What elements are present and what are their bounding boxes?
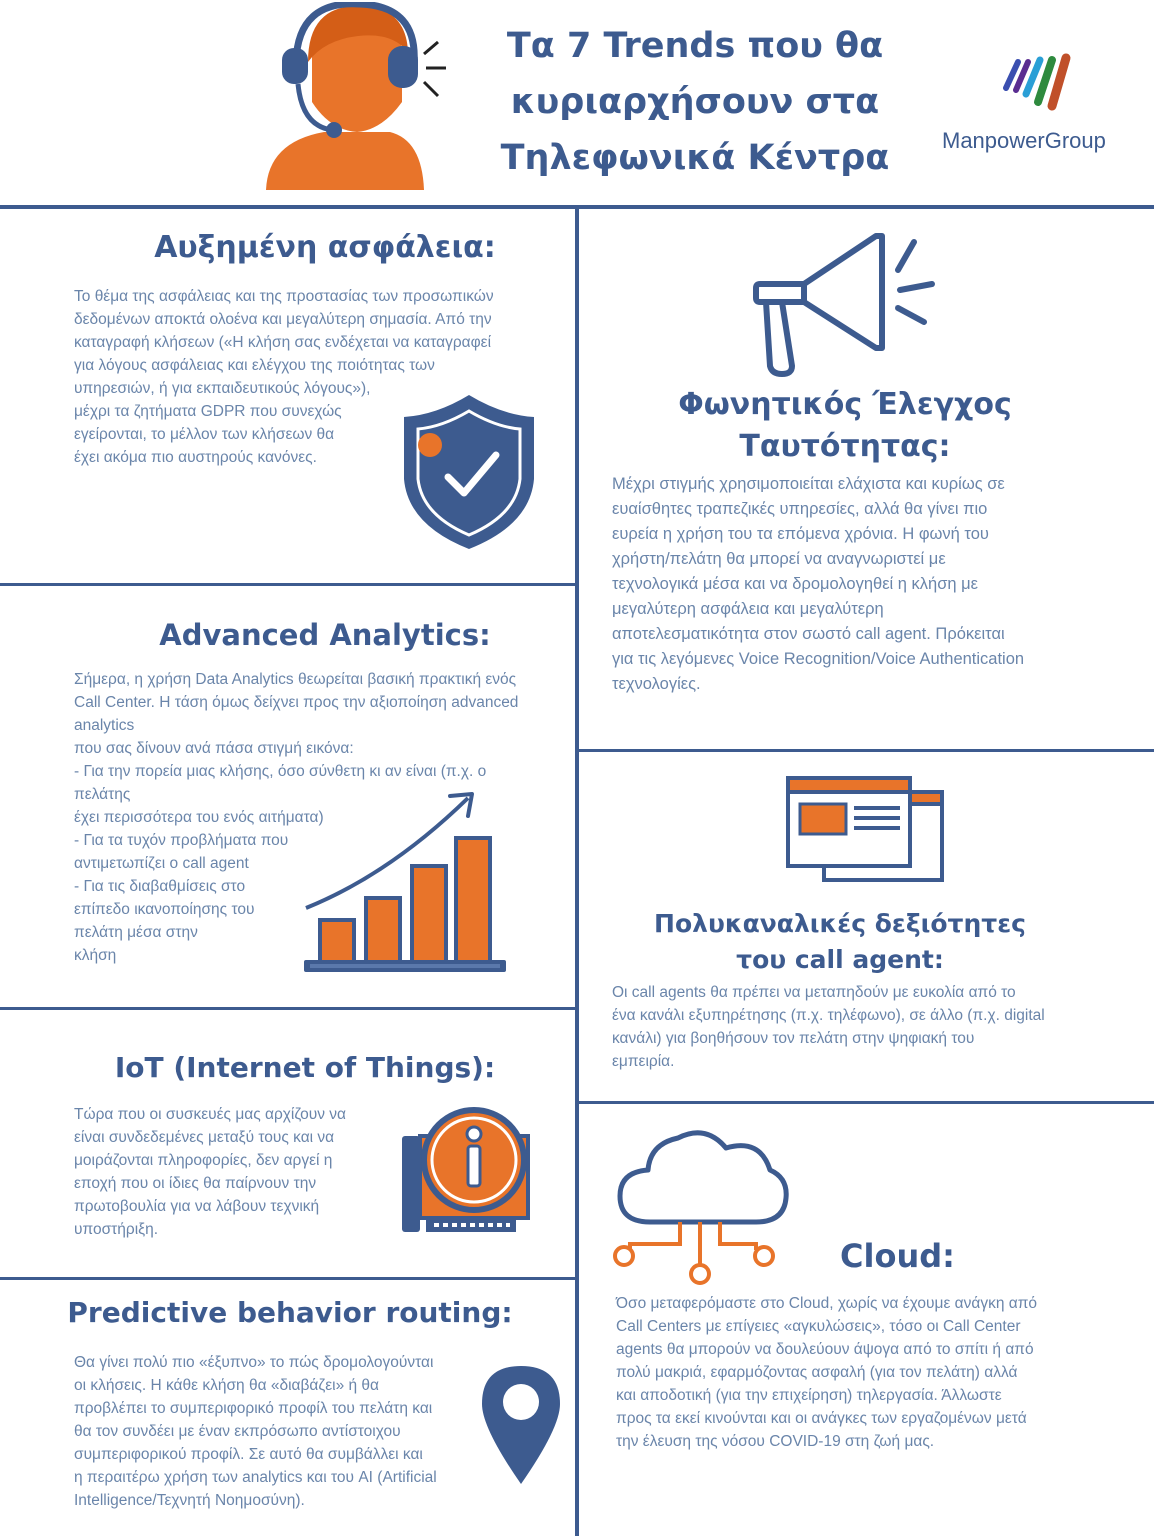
manpowergroup-logo-icon — [998, 50, 1074, 112]
body-line: για λόγους ασφάλειας και ελέγχου της ποιότητας των — [74, 357, 435, 374]
title-line: κυριαρχήσουν στα — [510, 82, 880, 122]
body-line: υπηρεσιών, ή για εκπαιδευτικούς λόγους»), — [74, 380, 371, 397]
body-line: ευαίσθητες τραπεζικές υπηρεσίες, αλλά θα γίνει πιο — [612, 500, 988, 518]
section-heading: Αυξημένη ασφάλεια: — [154, 230, 496, 265]
heading-line: του call agent: — [736, 945, 944, 974]
section-heading: Predictive behavior routing: — [67, 1296, 513, 1329]
title-line: Τα 7 Trends που θα — [506, 26, 884, 66]
body-line: μοιράζονται πληροφορίες, δεν αργεί η — [74, 1152, 333, 1169]
body-line: επίπεδο ικανοποίησης του — [74, 901, 255, 918]
shield-check-icon — [402, 393, 536, 551]
body-line: Call Centers με επίγειες «αγκυλώσεις», τόσο οι Call Center — [616, 1318, 1021, 1335]
divider — [577, 749, 1154, 752]
section-body — [74, 1103, 404, 1241]
body-line: προς τα εκεί κινούνται και οι ανάγκες των εργαζομένων μετά — [616, 1410, 1027, 1427]
location-pin-icon — [478, 1362, 564, 1486]
body-line: Σήμερα, η χρήση Data Analytics θεωρείται βασική πρακτική ενός — [74, 671, 517, 688]
body-line: τεχνολογίες. — [612, 675, 701, 693]
body-line: αντιμετωπίζει ο call agent — [74, 855, 249, 872]
body-line: ευρεία η χρήση του τα επόμενα χρόνια. Η φωνή του — [612, 525, 989, 543]
body-line: πρωτοβουλία για να λάβουν τεχνική — [74, 1198, 320, 1215]
growth-chart-icon — [300, 788, 510, 978]
divider — [0, 583, 577, 586]
body-line: πελάτης — [74, 786, 131, 803]
divider — [577, 1101, 1154, 1104]
section-heading — [600, 906, 1080, 978]
body-line: Call Center. Η τάση όμως δείχνει προς την αξιοποίηση advanced — [74, 694, 519, 711]
body-line: για τις λεγόμενες Voice Recognition/Voice Authentication — [612, 650, 1025, 668]
body-line: δεδομένων αποκτά ολοένα και μεγαλύτερη σημασία. Από την — [74, 311, 492, 328]
divider — [0, 1277, 577, 1280]
body-line: - Για τα τυχόν προβλήματα που — [74, 832, 289, 849]
body-line: έχει περισσότερα του ενός αιτήματα) — [74, 809, 324, 826]
page-title — [470, 18, 920, 186]
body-line: την έλευση της νόσου COVID-19 στη ζωή μας. — [616, 1433, 935, 1450]
section-heading — [600, 384, 1090, 468]
body-line: αποτελεσματικότητα στον σωστό call agent. Πρόκειται — [612, 625, 1005, 643]
body-line: εγείρονται, το μέλλον των κλήσεων θα — [74, 426, 335, 443]
body-line: μέχρι τα ζητήματα GDPR που συνεχώς — [74, 403, 342, 420]
section-body — [616, 1292, 1116, 1453]
browser-windows-icon — [784, 774, 948, 886]
section-heading: IoT (Internet of Things): — [114, 1051, 496, 1084]
section-heading: Cloud: — [840, 1237, 955, 1275]
body-line: υποστήριξη. — [74, 1221, 159, 1238]
heading-line: Ταυτότητας: — [739, 429, 951, 464]
body-line: εμπειρία. — [612, 1053, 675, 1070]
megaphone-icon — [752, 228, 938, 378]
body-line: analytics — [74, 717, 135, 734]
body-line: Όσο μεταφερόμαστε στο Cloud, χωρίς να έχουμε ανάγκη από — [616, 1295, 1038, 1312]
body-line: Το θέμα της ασφάλειας και της προστασίας των προσωπικών — [74, 288, 494, 305]
body-line: Intelligence/Τεχνητή Νοημοσύνη). — [74, 1492, 305, 1509]
cloud-network-icon — [610, 1118, 790, 1286]
body-line: Μέχρι στιγμής χρησιμοποιείται ελάχιστα και κυρίως σε — [612, 475, 1005, 493]
body-line: και αποδοτική (για την επιχείρηση) τηλεργασία. Άλλωστε — [616, 1387, 1002, 1404]
body-line: καταγραφή κλήσεων («Η κλήση σας ενδέχεται να καταγραφεί — [74, 334, 492, 351]
body-line: κλήση — [74, 947, 117, 964]
body-line: μεγαλύτερη ασφάλεια και μεγαλύτερη — [612, 600, 884, 618]
body-line: Οι call agents θα πρέπει να μεταπηδούν με ευκολία από το — [612, 984, 1016, 1001]
body-line: ένα κανάλι εξυπηρέτησης (π.χ. τηλέφωνο), σε άλλο (π.χ. digital — [612, 1007, 1045, 1024]
call-agent-headset-icon — [262, 2, 452, 192]
section-body — [612, 981, 1112, 1073]
body-line: έχει ακόμα πιο αυστηρούς κανόνες. — [74, 449, 317, 466]
body-line: πελάτη μέσα στην — [74, 924, 198, 941]
body-line: - Για τις διαβαθμίσεις στο — [74, 878, 246, 895]
section-body — [612, 472, 1112, 697]
body-line: κανάλι) για βοηθήσουν τον πελάτη στην ψηφιακή του — [612, 1030, 975, 1047]
body-line: τεχνολογικά μέσα και να δρομολογηθεί η κλήση με — [612, 575, 979, 593]
body-line: θα τον συνδέει με έναν εκπρόσωπο αντίστοιχου — [74, 1423, 401, 1440]
body-line: πολύ μακριά, εφαρμόζοντας ασφαλή (για τον πελάτη) αλλά — [616, 1364, 1018, 1381]
heading-line: Πολυκαναλικές δεξιότητες — [654, 909, 1026, 938]
body-line: - Για την πορεία μιας κλήσης, όσο σύνθετη κι αν είναι (π.χ. ο — [74, 763, 487, 780]
divider — [0, 1007, 577, 1010]
body-line: agents θα μπορούν να δουλεύουν άψογα από το σπίτι ή από — [616, 1341, 1034, 1358]
body-line: συμπεριφορικού προφίλ. Σε αυτό θα συμβάλλει και — [74, 1446, 423, 1463]
body-line: η περαιτέρω χρήση των analytics και του AI (Artificial — [74, 1469, 437, 1486]
manpowergroup-logo-text: ManpowerGroup — [942, 128, 1106, 153]
body-line: Θα γίνει πολύ πιο «έξυπνο» το πώς δρομολογούνται — [74, 1354, 434, 1371]
body-line: Τώρα που οι συσκευές μας αρχίζουν να — [74, 1106, 347, 1123]
divider — [575, 209, 579, 1536]
body-line: που σας δίνουν ανά πάσα στιγμή εικόνα: — [74, 740, 354, 757]
body-line: προβλέπει το συμπεριφορικό προφίλ του πελάτη και — [74, 1400, 433, 1417]
title-line: Τηλεφωνικά Κέντρα — [500, 138, 890, 178]
info-device-icon — [396, 1100, 536, 1240]
body-line: εποχή που οι ίδιες θα παίρνουν την — [74, 1175, 317, 1192]
section-body — [74, 1351, 494, 1512]
body-line: χρήστη/πελάτη θα μπορεί να αναγνωριστεί με — [612, 550, 946, 568]
body-line: οι κλήσεις. Η κάθε κλήση θα «διαβάζει» ή θα — [74, 1377, 380, 1394]
body-line: είναι συνδεδεμένες μεταξύ τους και να — [74, 1129, 335, 1146]
section-heading: Advanced Analytics: — [159, 618, 491, 652]
heading-line: Φωνητικός Έλεγχος — [678, 387, 1012, 422]
